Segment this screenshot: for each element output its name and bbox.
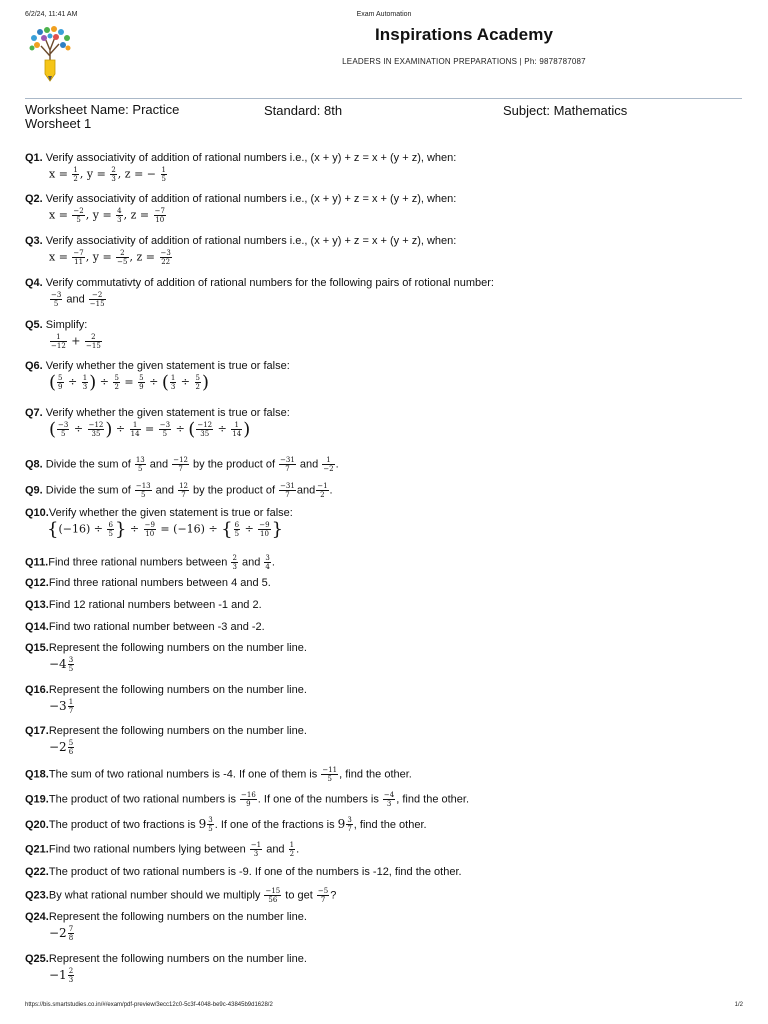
question-number: Q10. xyxy=(25,507,49,519)
worksheet-subject: Subject: Mathematics xyxy=(503,103,628,118)
question-5 xyxy=(25,319,743,350)
question-number: Q2. xyxy=(25,193,43,205)
question-math: x = $\frac{1}{2}$ , y = $\frac{2}{3}$ , z = − $\frac{1}{5}$ xyxy=(49,166,166,183)
question-number: Q5. xyxy=(25,319,43,331)
question-text: Represent the following numbers on the number line. xyxy=(48,642,307,654)
question-number: Q21. xyxy=(25,843,49,856)
question-17 xyxy=(25,725,743,756)
question-text: Verify whether the given statement is true or false: xyxy=(48,507,293,519)
question-number: Q22. xyxy=(25,866,49,878)
question-13 xyxy=(25,599,743,612)
question-10 xyxy=(25,507,743,538)
question-text: Verify whether the given statement is true or false: xyxy=(45,407,290,419)
question-14 xyxy=(25,621,743,634)
question-18: Q18.The sum of two rational numbers is -4. If one of them is $\frac{-11}{5}$ , find the other. xyxy=(25,766,412,783)
question-math: −1 $\frac{2}{3}$ xyxy=(49,967,74,984)
question-math: ( $\frac{5}{9}$ ÷ $\frac{1}{3}$ ) ÷ $\frac{5}{2}$ = $\frac{5}{9}$ ÷ ( $\frac{1}{3}$ ÷ $\frac{5}{2}$ ) xyxy=(49,372,210,393)
question-3 xyxy=(25,235,743,266)
question-15 xyxy=(25,642,743,673)
question-text: Verify whether the given statement is true or false: xyxy=(45,360,290,372)
question-text: Verify associativity of addition of rational numbers i.e., (x + y) + z = x + (y + z), when: xyxy=(45,235,457,247)
question-number: Q20. xyxy=(25,819,49,831)
question-12 xyxy=(25,577,743,590)
question-1 xyxy=(25,152,743,183)
academy-tagline: LEADERS IN EXAMINATION PREPARATIONS | Ph: 9878787087 xyxy=(342,57,586,66)
question-text: Verify associativity of addition of rational numbers i.e., (x + y) + z = x + (y + z), when: xyxy=(45,152,457,164)
print-footer xyxy=(25,1002,743,1012)
question-text: Verify commutativty of addition of rational numbers for the following pairs of rotional number: xyxy=(45,277,494,289)
question-math: −2 $\frac{7}{8}$ xyxy=(49,925,74,942)
question-number: Q23. xyxy=(25,889,49,902)
question-math: {(−16) ÷ $\frac{6}{5}$ } ÷ $\frac{-9}{10}$ = (−16) ÷ { $\frac{6}{5}$ ÷ $\frac{-9}{10}$ } xyxy=(47,519,284,540)
question-math: −4 $\frac{3}{5}$ xyxy=(49,656,74,673)
question-number: Q24. xyxy=(25,911,49,923)
question-math: x = $\frac{-7}{11}$ , y = $\frac{2}{-5}$ , z = $\frac{-3}{22}$ xyxy=(49,249,171,266)
question-text: Represent the following numbers on the number line. xyxy=(48,911,307,923)
print-url: https://bis.smartstudies.co.in/#/exam/pdf-preview/3ecc12c0-5c3f-4048-be9c-43845b9d1628/2 xyxy=(25,1002,273,1008)
question-text: The product of two rational numbers is -9. If one of the numbers is -12, find the other. xyxy=(48,866,462,878)
question-math: $\frac{-3}{5}$ and $\frac{-2}{-15}$ xyxy=(51,291,105,308)
brand-block xyxy=(190,25,738,66)
question-text: Find 12 rational numbers between -1 and 2. xyxy=(48,599,262,611)
question-number: Q25. xyxy=(25,953,49,965)
question-number: Q17. xyxy=(25,725,49,737)
question-number: Q14. xyxy=(25,621,49,633)
question-number: Q19. xyxy=(25,793,49,806)
question-number: Q3. xyxy=(25,235,43,247)
worksheet-standard: Standard: 8th xyxy=(264,103,343,118)
question-math: −3 $\frac{1}{7}$ xyxy=(49,698,74,715)
academy-name: Inspirations Academy xyxy=(374,25,554,44)
question-9: Q9. Divide the sum of $\frac{-13}{5}$ and $\frac{12}{7}$ by the product of $\frac{-31}{7}$ and $\frac{-1}{2}$ . xyxy=(25,482,333,499)
question-number: Q4. xyxy=(25,277,43,289)
question-text: Verify associativity of addition of rational numbers i.e., (x + y) + z = x + (y + z), when: xyxy=(45,193,457,205)
question-number: Q1. xyxy=(25,152,43,164)
question-16 xyxy=(25,684,743,715)
question-number: Q7. xyxy=(25,407,43,419)
question-math: −2 $\frac{5}{6}$ xyxy=(49,739,74,756)
question-text: Represent the following numbers on the number line. xyxy=(48,725,307,737)
question-21: Q21.Find two rational numbers lying between $\frac{-1}{3}$ and $\frac{1}{2}$ . xyxy=(25,841,300,858)
question-text: Simplify: xyxy=(45,319,88,331)
question-text: Find three rational numbers between 4 and 5. xyxy=(48,577,271,589)
question-number: Q8. xyxy=(25,458,43,471)
question-7 xyxy=(25,407,743,438)
tree-logo-icon xyxy=(26,24,74,82)
question-number: Q18. xyxy=(25,768,49,781)
question-number: Q6. xyxy=(25,360,43,372)
question-19: Q19.The product of two rational numbers is $\frac{-16}{9}$ . If one of the numbers is $\frac{-4}{3}$ , find the other. xyxy=(25,791,470,808)
print-datetime: 6/2/24, 11:41 AM xyxy=(25,11,78,18)
question-number: Q16. xyxy=(25,684,49,696)
question-23: Q23.By what rational number should we multiply $\frac{-15}{56}$ to get $\frac{-5}{7}$ ? xyxy=(25,887,337,904)
question-number: Q13. xyxy=(25,599,49,611)
print-page-number: 1/2 xyxy=(734,1002,743,1008)
question-number: Q12. xyxy=(25,577,49,589)
question-number: Q15. xyxy=(25,642,49,654)
print-title: Exam Automation xyxy=(356,11,412,18)
question-20: Q20.The product of two fractions is 9 $\frac{3}{5}$ . If one of the fractions is 9 $\frac{3}{7}$ , find the other. xyxy=(25,816,427,833)
question-8: Q8. Divide the sum of $\frac{13}{5}$ and $\frac{-12}{7}$ by the product of $\frac{-31}{7}$ and $\frac{1}{-2}$ . xyxy=(25,456,339,473)
question-22 xyxy=(25,866,743,879)
header-divider xyxy=(25,98,742,99)
question-math: ( $\frac{-3}{5}$ ÷ $\frac{-12}{35}$ ) ÷ $\frac{1}{14}$ = $\frac{-3}{5}$ ÷ ( $\frac{-12}{35}$ ÷ $\frac{1}{14}$ ) xyxy=(49,419,251,440)
question-6 xyxy=(25,360,743,391)
question-11: Q11.Find three rational numbers between $\frac{2}{3}$ and $\frac{3}{4}$ . xyxy=(25,554,275,571)
question-text: Represent the following numbers on the number line. xyxy=(48,684,307,696)
question-number: Q9. xyxy=(25,484,43,497)
question-24 xyxy=(25,911,743,942)
question-2 xyxy=(25,193,743,224)
print-header xyxy=(25,11,743,21)
question-25 xyxy=(25,953,743,984)
question-number: Q11. xyxy=(25,556,49,569)
question-4 xyxy=(25,277,743,308)
question-text: Represent the following numbers on the number line. xyxy=(48,953,307,965)
question-math: $\frac{1}{-12}$ + $\frac{2}{-15}$ xyxy=(51,333,101,350)
worksheet-name: Worksheet Name: Practice Worsheet 1 xyxy=(25,102,180,131)
question-math: x = $\frac{-2}{5}$ , y = $\frac{4}{3}$ , z = $\frac{-7}{10}$ xyxy=(49,207,165,224)
question-text: Find two rational number between -3 and -2. xyxy=(48,621,265,633)
